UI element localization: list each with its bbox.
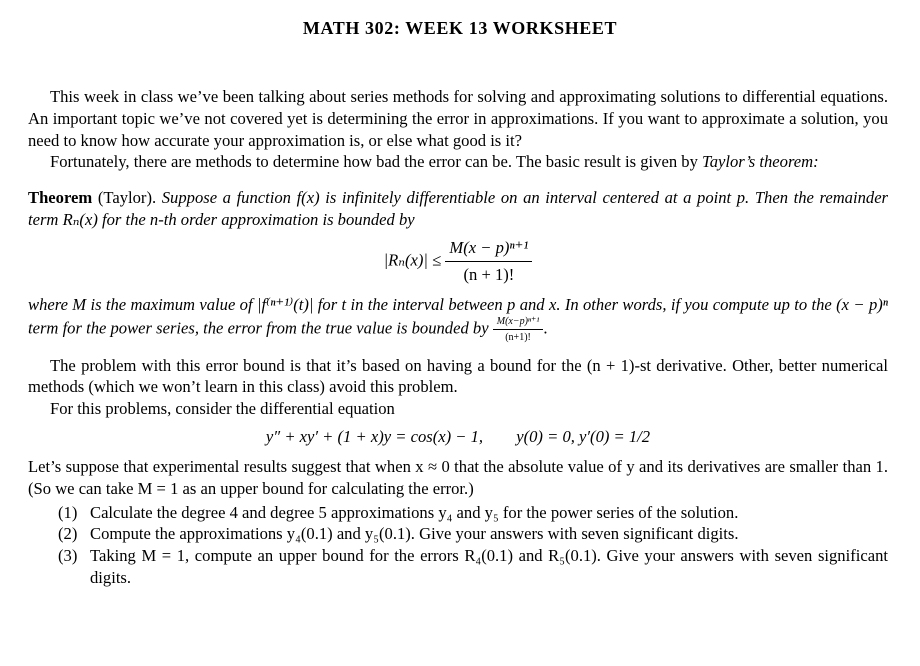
page-title: MATH 302: WEEK 13 WORKSHEET — [302, 18, 618, 38]
remainder-fraction — [445, 237, 532, 286]
theorem-continuation-text: where M is the maximum value of |f⁽ⁿ⁺¹⁾(t)| for t in the interval between p and x. In other words, if you compute up to the (x − p)ⁿ term for the power series, the error from the true value is bounded by — [28, 294, 888, 337]
intro-paragraph-2 — [28, 151, 888, 173]
remainder-numerator: M(x − p)ⁿ⁺¹ — [445, 237, 532, 262]
taylors-theorem-reference: Taylor’s theorem: — [702, 152, 819, 172]
remainder-bound-formula — [28, 237, 888, 286]
problem-text: Compute the approximations y₄(0.1) and y₅(0.1). Give your answers with seven significant digits. — [90, 524, 739, 544]
problem-number: (2) — [58, 524, 78, 544]
theorem-label: Theorem — [28, 188, 93, 208]
problem-list — [58, 502, 888, 589]
problem-text: Taking M = 1, compute an upper bound for the errors R₄(0.1) and R₅(0.1). Give your answers with seven significant digits. — [90, 546, 888, 587]
problem-text: Calculate the degree 4 and degree 5 approximations y₄ and y₅ for the power series of the solution. — [90, 502, 739, 522]
inline-bound-fraction — [493, 316, 544, 343]
discussion-paragraph-2: For this problems, consider the differential equation — [50, 399, 395, 419]
inline-denominator: (n+1)! — [505, 331, 531, 343]
theorem-continuation — [28, 294, 888, 343]
problem-number: (3) — [58, 546, 78, 566]
list-item — [58, 545, 888, 589]
discussion-paragraph-1: The problem with this error bound is that it’s based on having a bound for the (n + 1)-st derivative. Other, better numerical methods (which we won’t learn in this class) avoid this problem. — [28, 355, 888, 397]
intro-paragraph-1: This week in class we’ve been talking about series methods for solving and approximating solutions to differential equations. An important topic we’ve not covered yet is determining the error in approximations. If you want to approximate a solution, you need to know how accurate your approximation is, or else what good is it? — [28, 87, 888, 150]
worksheet-body — [28, 86, 888, 589]
assumption-paragraph: Let’s suppose that experimental results suggest that when x ≈ 0 that the absolute value of y and its derivatives are smaller than 1. (So we can take M = 1 as an upper bound for calculating the error.) — [28, 456, 888, 498]
list-item — [58, 523, 888, 545]
theorem-name: (Taylor). — [97, 188, 157, 208]
differential-equation: y″ + xy′ + (1 + x)y = cos(x) − 1, y(0) = 0, y′(0) = 1/2 — [265, 426, 651, 446]
problem-number: (1) — [58, 502, 78, 522]
inline-period: . — [543, 317, 548, 337]
inline-numerator: M(x−p)ⁿ⁺¹ — [493, 316, 544, 330]
list-item — [58, 502, 888, 524]
remainder-lhs: |Rₙ(x)| ≤ — [383, 250, 442, 270]
remainder-denominator: (n + 1)! — [463, 264, 515, 284]
theorem-statement — [28, 187, 888, 231]
theorem-text: Suppose a function f(x) is infinitely differentiable on an interval centered at a point p. Then the remainder term Rₙ(x) for the n-th order approximation is bounded by — [28, 188, 889, 229]
intro-paragraph-2-text: Fortunately, there are methods to determine how bad the error can be. The basic result is given by — [50, 152, 698, 172]
